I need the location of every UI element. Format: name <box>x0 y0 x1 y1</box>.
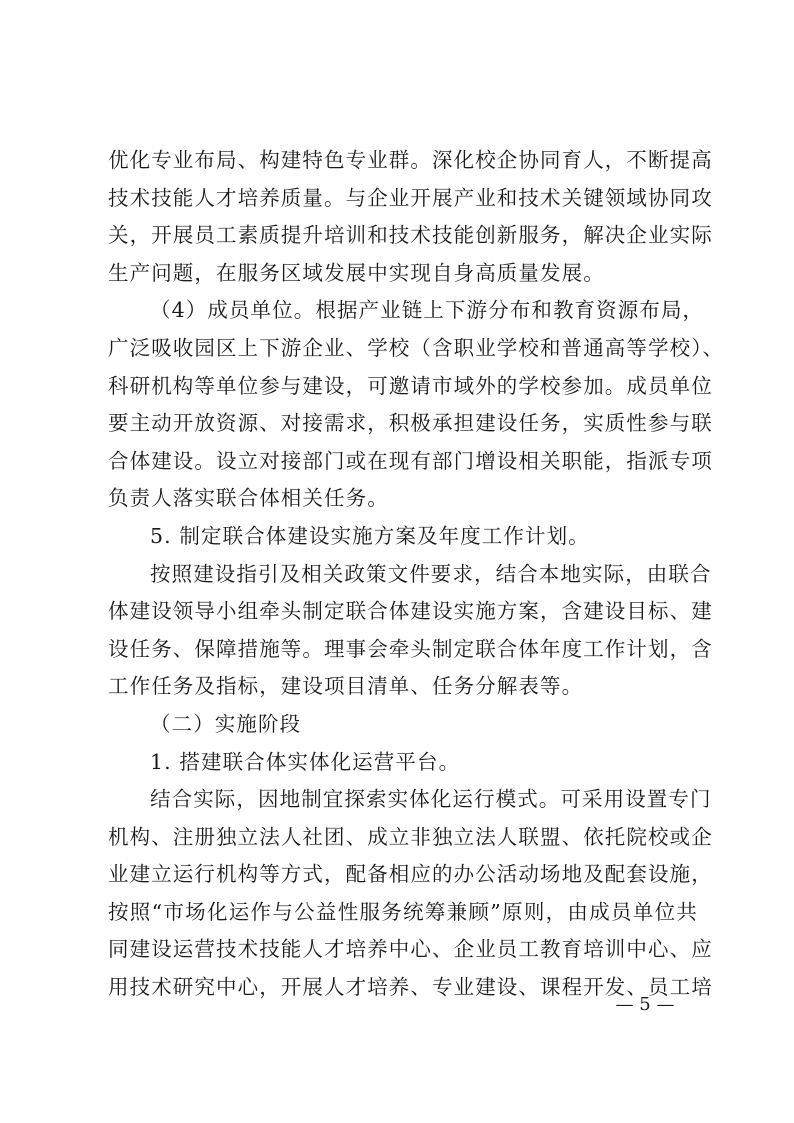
text-line: 用技术研究中心，开展人才培养、专业建设、课程开发、员工培 <box>108 975 713 1000</box>
text-line: 关，开展员工素质提升培训和技术技能创新服务，解决企业实际 <box>108 223 713 248</box>
text-line: （二）实施阶段 <box>150 711 302 736</box>
text-line: 要主动开放资源、对接需求，积极承担建设任务，实质性参与联 <box>108 411 713 436</box>
page-number: — 5 — <box>615 994 675 1015</box>
text-line: 体建设领导小组牵头制定联合体建设实施方案，含建设目标、建 <box>108 599 713 624</box>
text-line: 机构、注册独立法人社团、成立非独立法人联盟、依托院校或企 <box>108 824 713 849</box>
text-line: 结合实际，因地制宜探索实体化运行模式。可采用设置专门 <box>150 787 712 812</box>
body-text <box>108 142 725 1007</box>
text-line: 生产问题，在服务区域发展中实现自身高质量发展。 <box>108 260 605 285</box>
text-line: 工作任务及指标，建设项目清单、任务分解表等。 <box>108 674 584 699</box>
text-line: 设任务、保障措施等。理事会牵头制定联合体年度工作计划，含 <box>108 636 713 661</box>
text-line: 按照“市场化运作与公益性服务统筹兼顾”原则，由成员单位共 <box>108 899 698 924</box>
text-line: 广泛吸收园区上下游企业、学校（含职业学校和普通高等学校）、 <box>108 335 725 360</box>
text-line: 按照建设指引及相关政策文件要求，结合本地实际，由联合 <box>150 561 712 586</box>
text-line: 1. 搭建联合体实体化运营平台。 <box>150 749 461 774</box>
text-line: 合体建设。设立对接部门或在现有部门增设相关职能，指派专项 <box>108 448 713 473</box>
text-line: 科研机构等单位参与建设，可邀请市域外的学校参加。成员单位 <box>108 373 713 398</box>
text-line: （4）成员单位。根据产业链上下游分布和教育资源布局， <box>150 298 705 323</box>
text-line: 5. 制定联合体建设实施方案及年度工作计划。 <box>150 523 590 548</box>
text-line: 负责人落实联合体相关任务。 <box>108 486 389 511</box>
text-line: 优化专业布局、构建特色专业群。深化校企协同育人，不断提高 <box>108 148 713 172</box>
text-line: 技术技能人才培养质量。与企业开展产业和技术关键领域协同攻 <box>108 185 713 210</box>
text-line: 同建设运营技术技能人才培养中心、企业员工教育培训中心、应 <box>108 937 713 962</box>
text-line: 业建立运行机构等方式，配备相应的办公活动场地及配套设施， <box>108 862 713 887</box>
